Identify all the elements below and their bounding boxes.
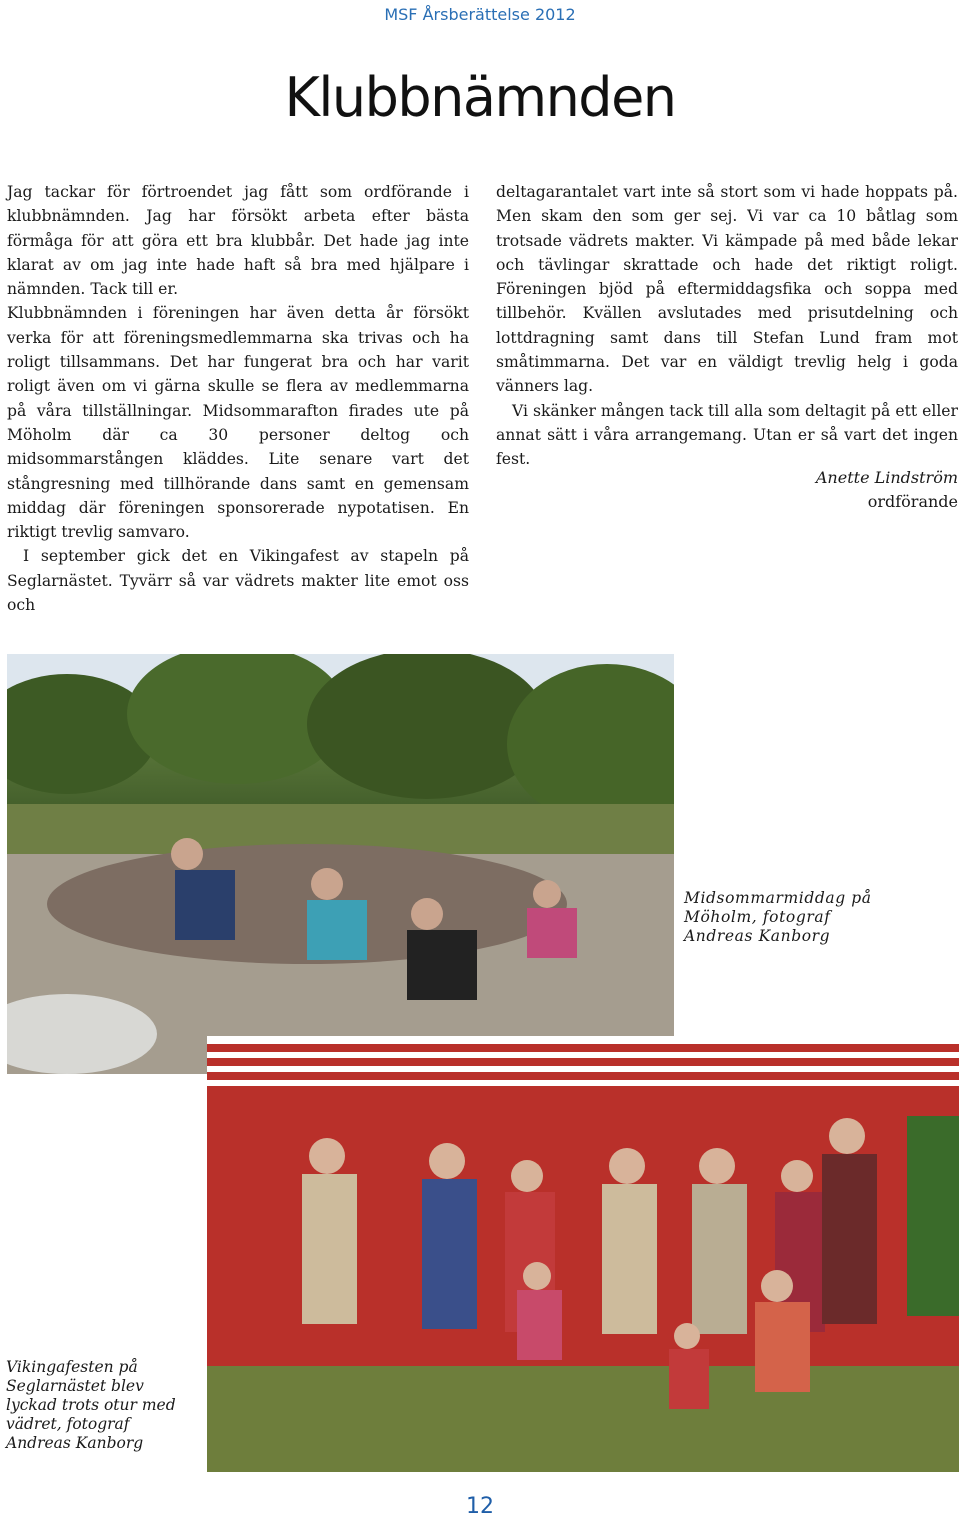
paragraph: Vi skänker mången tack till alla som deltagit på ett eller annat sätt i våra arrangemang. Utan er så vart det ingen fest. <box>496 401 958 469</box>
photo-caption: Vikingafesten på Seglarnästet blev lyckad trots otur med vädret, fotograf Andreas Kanborg <box>6 1358 192 1453</box>
signature <box>700 466 958 515</box>
running-header: MSF Årsberättelse 2012 <box>384 5 576 24</box>
midsummer-photo-drawing <box>7 654 674 1074</box>
vikingafest-photo <box>207 1036 959 1472</box>
paragraph: deltagarantalet vart inte så stort som vi hade hoppats på. Men skam den som ger sej. Vi var ca 10 båtlag som trotsade vädrets makter. Vi kämpade på med både lekar och tävlingar skrattade och hade det riktigt roligt. Föreningen bjöd på eftermiddagsfika och soppa med tillbehör. Kvällen avslutades med prisutdelning och lottdragning samt dans till Stefan Lund fram mot småtimmarna. Det var en väldigt trevlig helg i goda vänners lag. <box>496 183 958 396</box>
page-number: 12 <box>466 1494 494 1519</box>
signature-role: ordförande <box>867 492 958 512</box>
midsummer-dinner-photo <box>7 654 674 1074</box>
page-title: Klubbnämnden <box>284 66 676 129</box>
vikingafest-photo-drawing <box>207 1036 959 1472</box>
left-column <box>7 180 469 617</box>
photo-caption: Midsommarmiddag på Möholm, fotograf Andreas Kanborg <box>684 889 900 946</box>
paragraph: Jag tackar för förtroendet jag fått som ordförande i klubbnämnden. Jag har försökt arbeta efter bästa förmåga för att göra ett bra klubbår. Det hade jag inte klarat av om jag inte hade haft så bra med hjälpare i nämnden. Tack till er. <box>7 183 469 299</box>
paragraph: I september gick det en Vikingafest av stapeln på Seglarnästet. Tyvärr så var vädrets makter lite emot oss och <box>7 547 469 615</box>
paragraph: Klubbnämnden i föreningen har även detta år försökt verka för att föreningsmedlemmarna ska trivas och ha roligt tillsammans. Det har fungerat bra och har varit roligt även om vi gärna skulle se flera av medlemmarna på våra tillställningar. Midsommarafton firades ute på Möholm där ca 30 personer deltog och midsommarstången kläddes. Lite senare vart det stångresning med tillhörande dans samt en gemensam middag där föreningen sponsorerade nypotatisen. En riktigt trevlig samvaro. <box>7 304 469 542</box>
signature-name: Anette Lindström <box>815 468 958 487</box>
right-column <box>496 180 958 472</box>
